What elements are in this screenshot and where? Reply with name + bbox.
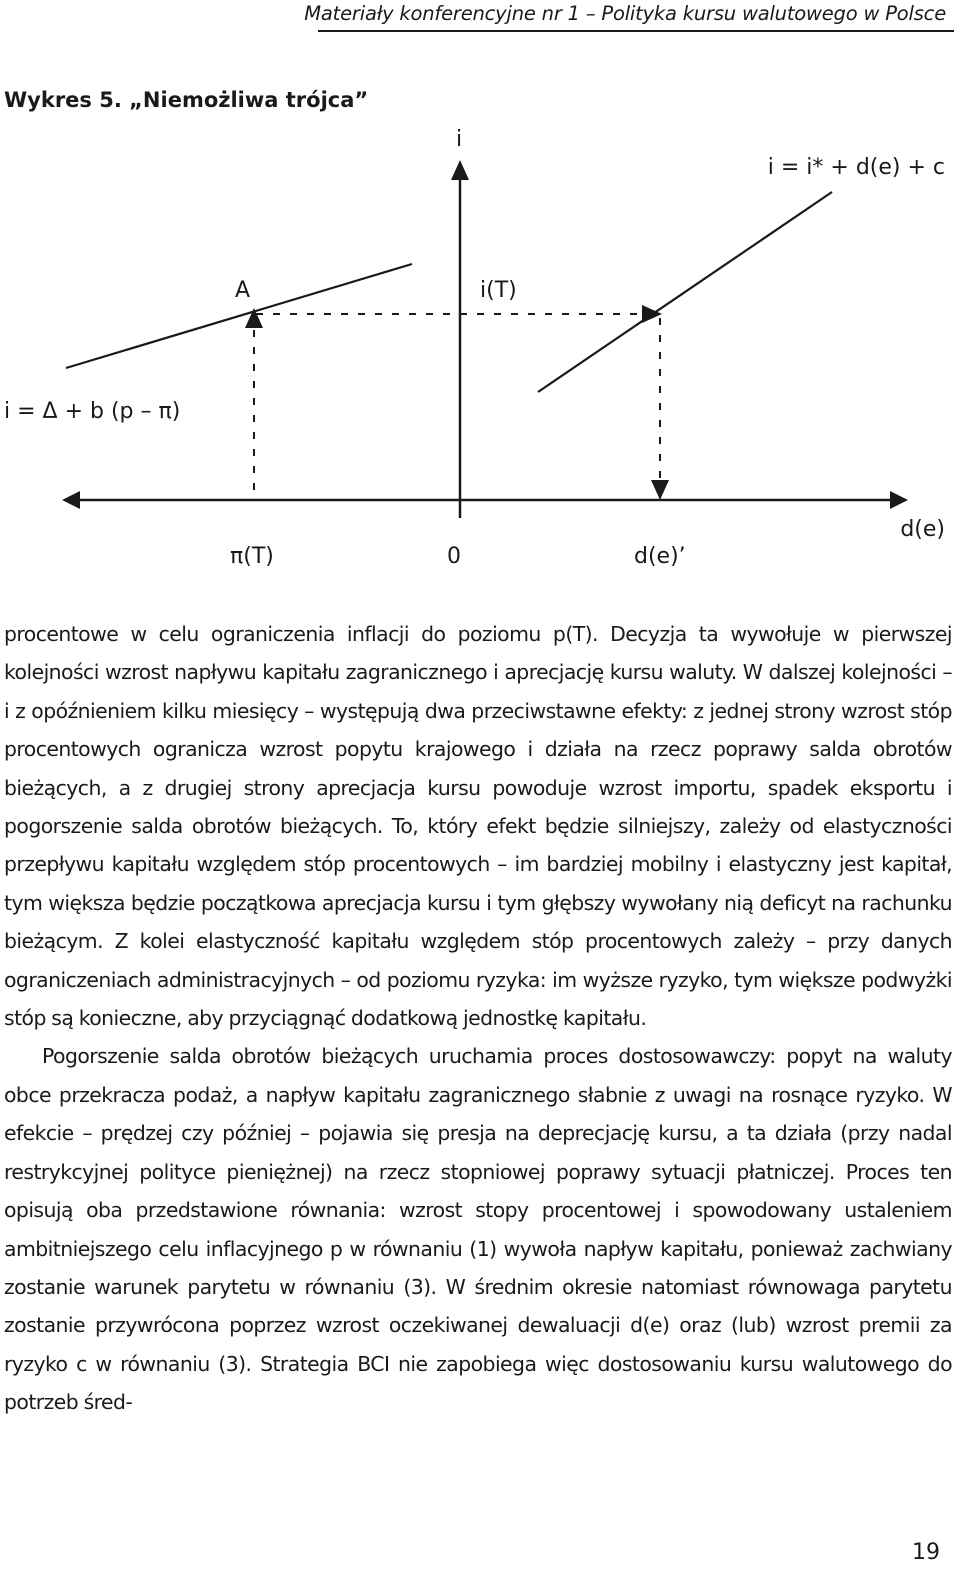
lower-line-equation: i = Δ + b (p – π) <box>4 399 181 424</box>
x-axis-label: d(e) <box>900 517 945 542</box>
upper-line-equation: i = i* + d(e) + c <box>767 155 945 180</box>
paragraph: Pogorszenie salda obrotów bieżących uruchamia proces dostosowawczy: popyt na waluty obce przekracza podaż, a napływ kapitału zagranicznego słabnie z uwagi na rosnące ryzyko. W efekcie – prędzej czy później – pojawia się presja na deprecjację kursu, a ta działa (przy nadal restrykcyjnej polityce pieniężnej) na rzecz stopniowej poprawy sytuacji płatniczej. Proces ten opisują oba przedstawione równania: wzrost stopy procentowej i spowodowany ustaleniem ambitniejszego celu inflacyjnego p w równaniu (1) wywoła napływ kapitału, ponieważ zachwiany zostanie warunek parytetu w równaniu (3). W średnim okresie natomiast równowaga parytetu zostanie przywrócona poprzez wzrost oczekiwanej dewaluacji d(e) oraz (lub) wzrost premii za ryzyko c w równaniu (3). Strategia BCI nie zapobiega więc dostosowaniu kursu walutowego do potrzeb śred- <box>4 1044 952 1415</box>
page-number: 19 <box>912 1540 940 1565</box>
parity-line <box>538 192 832 392</box>
de-prime-arrowhead <box>651 480 669 500</box>
x-axis-left-arrowhead <box>62 491 80 509</box>
impossible-trinity-diagram <box>0 0 960 600</box>
y-axis-arrowhead <box>451 160 469 180</box>
de-prime-label: d(e)’ <box>634 544 686 569</box>
point-a-arrowhead <box>245 308 263 328</box>
x-axis-right-arrowhead <box>890 491 908 509</box>
i-target-label: i(T) <box>480 278 517 303</box>
body-text <box>4 615 952 1422</box>
figure-title: Wykres 5. „Niemożliwa trójca” <box>4 88 369 112</box>
running-header: Materiały konferencyjne nr 1 – Polityka kursu walutowego w Polsce <box>304 2 946 25</box>
point-a-label: A <box>235 278 251 303</box>
y-axis-label: i <box>456 127 463 152</box>
origin-label: 0 <box>447 544 461 569</box>
paragraph: procentowe w celu ograniczenia inflacji do poziomu p(T). Decyzja ta wywołuje w pierwszej kolejności wzrost napływu kapitału zagranicznego i aprecjację kursu waluty. W dalszej kolejności – i z opóźnieniem kilku miesięcy – występują dwa przeciwstawne efekty: z jednej strony wzrost stóp procentowych ogranicza wzrost popytu krajowego i działa na rzecz poprawy salda obrotów bieżących, a z drugiej strony aprecjacja kursu powoduje wzrost importu, spadek eksportu i pogorszenie salda obrotów bieżących. To, który efekt będzie silniejszy, zależy od elastyczności przepływu kapitału względem stóp procentowych – im bardziej mobilny i elastyczny jest kapitał, tym większa będzie początkowa aprecjacja kursu i tym głębszy wywołany nią deficyt na rachunku bieżącym. Z kolei elastyczność kapitału względem stóp procentowych zależy – przy danych ograniczeniach administracyjnych – od poziomu ryzyka: im wyższe ryzyko, tym większe podwyżki stóp są konieczne, aby przyciągnąć dodatkową jednostkę kapitału. <box>4 622 952 1031</box>
pi-target-label: π(T) <box>230 544 274 569</box>
